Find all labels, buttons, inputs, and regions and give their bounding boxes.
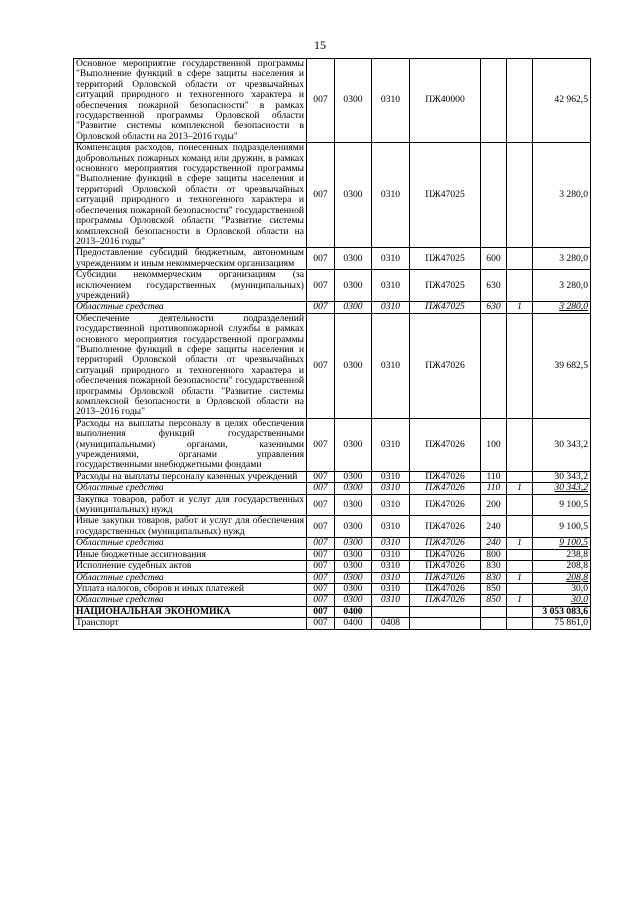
admin-code-cell: 007 xyxy=(307,561,335,572)
table-row xyxy=(74,516,591,538)
item-name-cell: Исполнение судебных актов xyxy=(74,561,307,572)
table-row xyxy=(74,302,591,313)
target-article-code-cell xyxy=(410,606,481,617)
admin-code-cell: 007 xyxy=(307,549,335,560)
item-name-cell: Закупка товаров, работ и услуг для государственных (муниципальных) нужд xyxy=(74,494,307,516)
funding-source-code-cell xyxy=(507,549,533,560)
expense-type-code-cell: 100 xyxy=(481,418,507,471)
amount-cell: 30 343,2 xyxy=(533,471,591,482)
amount-cell: 3 280,0 xyxy=(533,248,591,270)
table-row xyxy=(74,59,591,143)
amount-cell: 9 100,5 xyxy=(533,516,591,538)
section-code-cell: 0300 xyxy=(335,595,372,606)
target-article-code-cell: ПЖ47025 xyxy=(410,270,481,302)
amount-cell: 30 343,2 xyxy=(533,483,591,494)
subsection-code-cell: 0408 xyxy=(372,618,410,629)
admin-code-cell: 007 xyxy=(307,494,335,516)
funding-source-code-cell xyxy=(507,59,533,143)
section-code-cell: 0300 xyxy=(335,418,372,471)
target-article-code-cell: ПЖ47026 xyxy=(410,471,481,482)
target-article-code-cell: ПЖ47026 xyxy=(410,494,481,516)
amount-cell: 3 280,0 xyxy=(533,143,591,248)
subsection-code-cell: 0310 xyxy=(372,302,410,313)
target-article-code-cell: ПЖ47026 xyxy=(410,572,481,583)
table-row xyxy=(74,572,591,583)
table-row xyxy=(74,583,591,594)
amount-cell: 9 100,5 xyxy=(533,538,591,549)
table-row xyxy=(74,538,591,549)
expense-type-code-cell: 630 xyxy=(481,270,507,302)
expense-type-code-cell: 850 xyxy=(481,595,507,606)
expense-type-code-cell: 240 xyxy=(481,538,507,549)
table-row xyxy=(74,483,591,494)
funding-source-code-cell xyxy=(507,583,533,594)
item-name-cell: Основное мероприятие государственной программы "Выполнение функций в сфере защиты населения и территорий Орловской области от чрезвычайных ситуаций природного и техногенного характера и обеспечения пожарной безопасности" в рамках государственной программы Орловской области "Развитие системы комплексной безопасности в Орловской области на 2013–2016 годы" xyxy=(74,59,307,143)
amount-cell: 3 053 083,6 xyxy=(533,606,591,617)
target-article-code-cell: ПЖ47025 xyxy=(410,302,481,313)
admin-code-cell: 007 xyxy=(307,618,335,629)
target-article-code-cell: ПЖ47025 xyxy=(410,143,481,248)
section-code-cell: 0400 xyxy=(335,606,372,617)
admin-code-cell: 007 xyxy=(307,313,335,418)
admin-code-cell: 007 xyxy=(307,418,335,471)
amount-cell: 39 682,5 xyxy=(533,313,591,418)
item-name-cell: Расходы на выплаты персоналу казенных учреждений xyxy=(74,471,307,482)
amount-cell: 42 962,5 xyxy=(533,59,591,143)
target-article-code-cell: ПЖ47026 xyxy=(410,549,481,560)
admin-code-cell: 007 xyxy=(307,583,335,594)
subsection-code-cell: 0310 xyxy=(372,270,410,302)
funding-source-code-cell: 1 xyxy=(507,483,533,494)
funding-source-code-cell xyxy=(507,313,533,418)
expense-type-code-cell: 630 xyxy=(481,302,507,313)
admin-code-cell: 007 xyxy=(307,595,335,606)
target-article-code-cell: ПЖ47026 xyxy=(410,583,481,594)
amount-cell: 30,0 xyxy=(533,595,591,606)
expense-type-code-cell xyxy=(481,59,507,143)
funding-source-code-cell: 1 xyxy=(507,302,533,313)
table-row xyxy=(74,561,591,572)
subsection-code-cell: 0310 xyxy=(372,549,410,560)
item-name-cell: Областные средства xyxy=(74,302,307,313)
subsection-code-cell: 0310 xyxy=(372,516,410,538)
item-name-cell: Транспорт xyxy=(74,618,307,629)
subsection-code-cell: 0310 xyxy=(372,561,410,572)
target-article-code-cell: ПЖ40000 xyxy=(410,59,481,143)
table-row xyxy=(74,270,591,302)
section-code-cell: 0300 xyxy=(335,270,372,302)
subsection-code-cell: 0310 xyxy=(372,313,410,418)
admin-code-cell: 007 xyxy=(307,59,335,143)
section-code-cell: 0300 xyxy=(335,471,372,482)
section-code-cell: 0300 xyxy=(335,572,372,583)
funding-source-code-cell: 1 xyxy=(507,572,533,583)
section-code-cell: 0300 xyxy=(335,538,372,549)
expense-type-code-cell xyxy=(481,143,507,248)
item-name-cell: Иные бюджетные ассигнования xyxy=(74,549,307,560)
amount-cell: 75 861,0 xyxy=(533,618,591,629)
subsection-code-cell: 0310 xyxy=(372,248,410,270)
amount-cell: 208,8 xyxy=(533,572,591,583)
expense-type-code-cell: 600 xyxy=(481,248,507,270)
funding-source-code-cell xyxy=(507,494,533,516)
item-name-cell: Областные средства xyxy=(74,595,307,606)
target-article-code-cell xyxy=(410,618,481,629)
funding-source-code-cell xyxy=(507,270,533,302)
section-code-cell: 0300 xyxy=(335,583,372,594)
subsection-code-cell: 0310 xyxy=(372,59,410,143)
table-row xyxy=(74,618,591,629)
table-row xyxy=(74,494,591,516)
amount-cell: 3 280,0 xyxy=(533,302,591,313)
section-code-cell: 0300 xyxy=(335,302,372,313)
item-name-cell: Иные закупки товаров, работ и услуг для обеспечения государственных (муниципальных) нужд xyxy=(74,516,307,538)
admin-code-cell: 007 xyxy=(307,516,335,538)
item-name-cell: Расходы на выплаты персоналу в целях обеспечения выполнения функций государственными (муниципальными) органами, казенными учреждениями, органами управления государственными внебюджетными фондами xyxy=(74,418,307,471)
amount-cell: 3 280,0 xyxy=(533,270,591,302)
item-name-cell: Субсидии некоммерческим организациям (за исключением государственных (муниципальных) учреждений) xyxy=(74,270,307,302)
funding-source-code-cell xyxy=(507,606,533,617)
table-row xyxy=(74,418,591,471)
section-code-cell: 0300 xyxy=(335,248,372,270)
amount-cell: 208,8 xyxy=(533,561,591,572)
expense-type-code-cell xyxy=(481,606,507,617)
subsection-code-cell: 0310 xyxy=(372,538,410,549)
expense-type-code-cell xyxy=(481,618,507,629)
target-article-code-cell: ПЖ47026 xyxy=(410,561,481,572)
section-code-cell: 0300 xyxy=(335,516,372,538)
table-row xyxy=(74,606,591,617)
expense-type-code-cell: 830 xyxy=(481,561,507,572)
target-article-code-cell: ПЖ47026 xyxy=(410,418,481,471)
target-article-code-cell: ПЖ47026 xyxy=(410,483,481,494)
funding-source-code-cell xyxy=(507,143,533,248)
table-row xyxy=(74,595,591,606)
subsection-code-cell: 0310 xyxy=(372,471,410,482)
funding-source-code-cell: 1 xyxy=(507,538,533,549)
expense-type-code-cell xyxy=(481,313,507,418)
budget-table xyxy=(73,58,591,630)
target-article-code-cell: ПЖ47025 xyxy=(410,248,481,270)
target-article-code-cell: ПЖ47026 xyxy=(410,595,481,606)
section-code-cell: 0300 xyxy=(335,483,372,494)
expense-type-code-cell: 850 xyxy=(481,583,507,594)
section-code-cell: 0300 xyxy=(335,561,372,572)
section-code-cell: 0400 xyxy=(335,618,372,629)
funding-source-code-cell xyxy=(507,561,533,572)
amount-cell: 30,0 xyxy=(533,583,591,594)
expense-type-code-cell: 110 xyxy=(481,483,507,494)
budget-table-body xyxy=(74,59,591,630)
admin-code-cell: 007 xyxy=(307,248,335,270)
amount-cell: 30 343,2 xyxy=(533,418,591,471)
subsection-code-cell: 0310 xyxy=(372,583,410,594)
subsection-code-cell: 0310 xyxy=(372,494,410,516)
expense-type-code-cell: 110 xyxy=(481,471,507,482)
funding-source-code-cell xyxy=(507,471,533,482)
admin-code-cell: 007 xyxy=(307,606,335,617)
table-row xyxy=(74,471,591,482)
subsection-code-cell: 0310 xyxy=(372,418,410,471)
funding-source-code-cell xyxy=(507,516,533,538)
item-name-cell: Предоставление субсидий бюджетным, автономным учреждениям и иным некоммерческим организациям xyxy=(74,248,307,270)
admin-code-cell: 007 xyxy=(307,302,335,313)
subsection-code-cell xyxy=(372,606,410,617)
funding-source-code-cell xyxy=(507,418,533,471)
section-code-cell: 0300 xyxy=(335,143,372,248)
page-number: 15 xyxy=(314,38,326,52)
subsection-code-cell: 0310 xyxy=(372,483,410,494)
item-name-cell: Областные средства xyxy=(74,483,307,494)
item-name-cell: Областные средства xyxy=(74,572,307,583)
target-article-code-cell: ПЖ47026 xyxy=(410,313,481,418)
funding-source-code-cell xyxy=(507,618,533,629)
target-article-code-cell: ПЖ47026 xyxy=(410,516,481,538)
section-code-cell: 0300 xyxy=(335,59,372,143)
subsection-code-cell: 0310 xyxy=(372,143,410,248)
item-name-cell: Областные средства xyxy=(74,538,307,549)
admin-code-cell: 007 xyxy=(307,483,335,494)
admin-code-cell: 007 xyxy=(307,143,335,248)
admin-code-cell: 007 xyxy=(307,538,335,549)
item-name-cell: НАЦИОНАЛЬНАЯ ЭКОНОМИКА xyxy=(74,606,307,617)
table-row xyxy=(74,248,591,270)
section-code-cell: 0300 xyxy=(335,549,372,560)
amount-cell: 9 100,5 xyxy=(533,494,591,516)
item-name-cell: Уплата налогов, сборов и иных платежей xyxy=(74,583,307,594)
subsection-code-cell: 0310 xyxy=(372,572,410,583)
funding-source-code-cell: 1 xyxy=(507,595,533,606)
target-article-code-cell: ПЖ47026 xyxy=(410,538,481,549)
expense-type-code-cell: 800 xyxy=(481,549,507,560)
table-row xyxy=(74,143,591,248)
admin-code-cell: 007 xyxy=(307,572,335,583)
section-code-cell: 0300 xyxy=(335,313,372,418)
table-row xyxy=(74,549,591,560)
expense-type-code-cell: 830 xyxy=(481,572,507,583)
amount-cell: 238,8 xyxy=(533,549,591,560)
table-row xyxy=(74,313,591,418)
item-name-cell: Обеспечение деятельности подразделений государственной противопожарной службы в рамках основного мероприятия государственной программы "Выполнение функций в сфере защиты населения и территорий Орловской области от чрезвычайных ситуаций природного и техногенного характера и обеспечения пожарной безопасности" государственной программы Орловской области "Развитие системы комплексной безопасности в Орловской области на 2013–2016 годы" xyxy=(74,313,307,418)
admin-code-cell: 007 xyxy=(307,270,335,302)
expense-type-code-cell: 240 xyxy=(481,516,507,538)
section-code-cell: 0300 xyxy=(335,494,372,516)
admin-code-cell: 007 xyxy=(307,471,335,482)
item-name-cell: Компенсация расходов, понесенных подразделениями добровольных пожарных команд или дружин, в рамках основного мероприятия государственной программы "Выполнение функций в сфере защиты населения и территорий Орловской области от чрезвычайных ситуаций природного и техногенного характера и обеспечения пожарной безопасности" государственной программы Орловской области "Развитие системы комплексной безопасности в Орловской области на 2013–2016 годы" xyxy=(74,143,307,248)
funding-source-code-cell xyxy=(507,248,533,270)
expense-type-code-cell: 200 xyxy=(481,494,507,516)
subsection-code-cell: 0310 xyxy=(372,595,410,606)
